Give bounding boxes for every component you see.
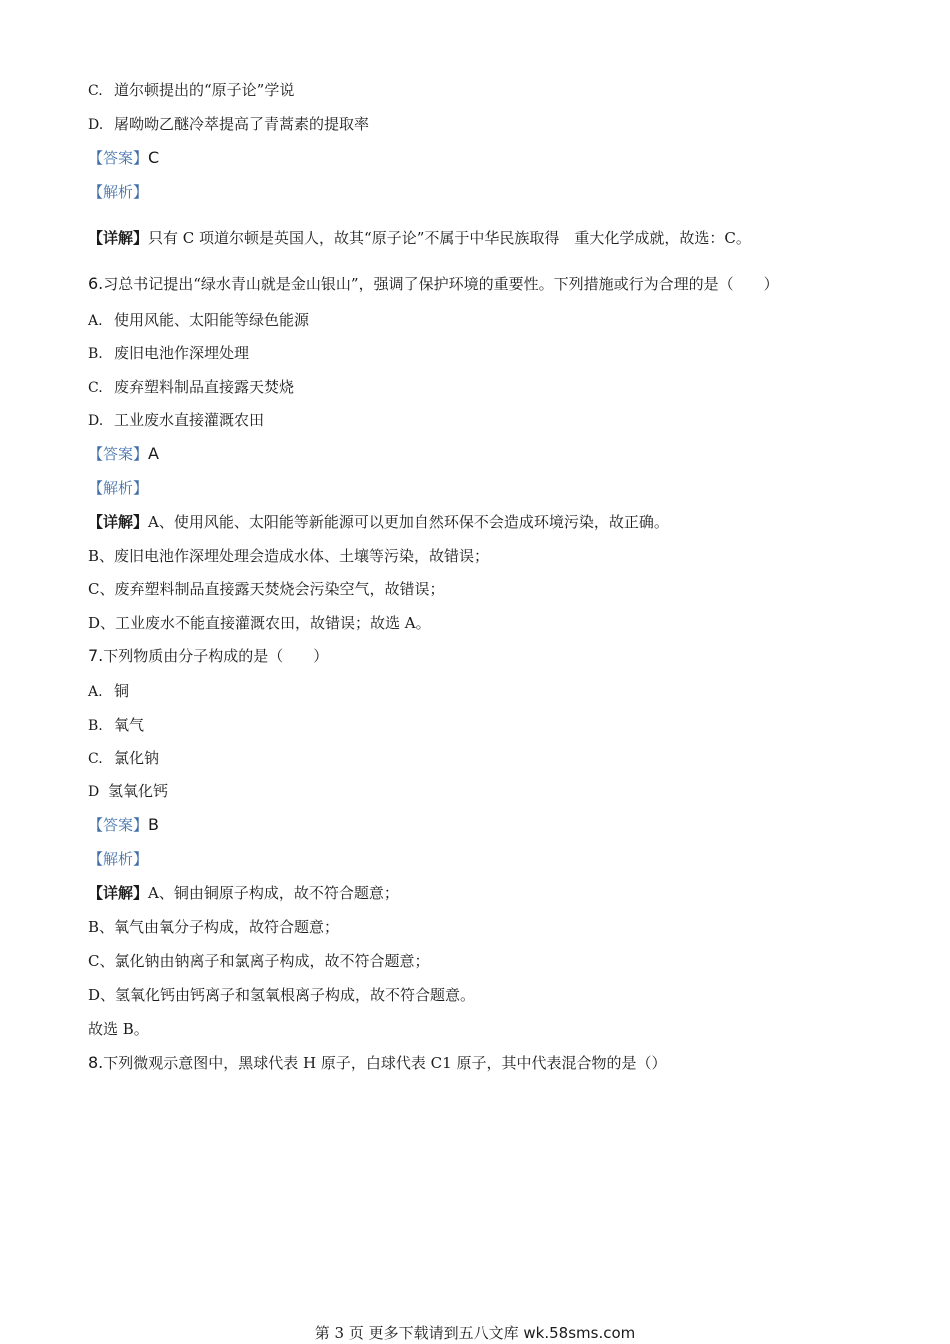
q6-answer <box>88 443 159 465</box>
question-stem: 习总书记提出“绿水青山就是金山银山”，强调了保护环境的重要性。下列措施或行为合理的是（ ） <box>103 275 779 293</box>
question-stem: 下列微观示意图中，黑球代表 H 原子，白球代表 C1 原子，其中代表混合物的是（） <box>103 1054 667 1072</box>
option-text: 氯化钠 <box>114 749 160 767</box>
analysis-tag: 【解析】 <box>88 183 149 201</box>
detail-text: A、使用风能、太阳能等新能源可以更加自然环保不会造成环境污染，故正确。 <box>148 513 669 531</box>
q7-detail-line-5 <box>88 1018 149 1040</box>
footer-site-link[interactable]: wk.58sms.com <box>523 1324 636 1342</box>
option-text: 使用风能、太阳能等绿色能源 <box>114 311 310 329</box>
answer-tag: 【答案】 <box>88 816 149 834</box>
q6-detail-line-3 <box>88 578 444 600</box>
option-text: 屠呦呦乙醚冷萃提高了青蒿素的提取率 <box>114 115 370 133</box>
q6-detail-line-4 <box>88 612 431 634</box>
q7-detail-line-3 <box>88 950 429 972</box>
answer-value: B <box>148 815 159 834</box>
option-text: 工业废水直接灌溉农田 <box>114 411 265 429</box>
answer-tag: 【答案】 <box>88 149 149 167</box>
q7-analysis-tag <box>88 848 148 870</box>
option-letter: B. <box>88 718 103 734</box>
detail-text: C、氯化钠由钠离子和氯离子构成，故不符合题意； <box>88 952 430 970</box>
q5-option-d <box>88 113 369 136</box>
q7-option-b <box>88 714 144 737</box>
answer-value: A <box>148 444 159 463</box>
detail-text: 故选 B。 <box>88 1020 149 1038</box>
detail-text: D、工业废水不能直接灌溉农田，故错误；故选 A。 <box>88 614 431 632</box>
question-number: 8. <box>88 1053 104 1072</box>
detail-text: D、氢氧化钙由钙离子和氢氧根离子构成，故不符合题意。 <box>88 986 476 1004</box>
analysis-tag: 【解析】 <box>88 479 149 497</box>
q7-detail-line-4 <box>88 984 475 1006</box>
detail-text: 只有 C 项道尔顿是英国人，故其“原子论”不属于中华民族取得 重大化学成就，故选：C。 <box>148 229 751 247</box>
detail-text: B、废旧电池作深埋处理会造成水体、土壤等污染，故错误； <box>88 547 490 565</box>
question-number: 7. <box>88 646 104 665</box>
option-text: 废弃塑料制品直接露天焚烧 <box>114 378 295 396</box>
q7-stem <box>88 645 328 667</box>
option-text: 氧气 <box>114 716 145 734</box>
q6-option-d <box>88 409 264 432</box>
option-letter: B. <box>88 346 103 362</box>
option-text: 废旧电池作深埋处理 <box>114 344 250 362</box>
footer-page-text: 第 3 页 更多下载请到五八文库 <box>314 1324 519 1342</box>
q6-option-a <box>88 309 309 332</box>
q6-detail-line-1 <box>88 511 669 533</box>
analysis-tag: 【解析】 <box>88 850 149 868</box>
detail-tag: 【详解】 <box>88 513 149 531</box>
question-number: 6. <box>88 274 104 293</box>
detail-tag: 【详解】 <box>88 884 149 902</box>
q7-option-c <box>88 747 159 770</box>
q5-answer <box>88 147 159 169</box>
q6-option-c <box>88 376 294 399</box>
q5-analysis-tag <box>88 181 148 203</box>
q7-detail-line-1 <box>88 882 399 904</box>
option-letter: D. <box>88 117 104 133</box>
detail-text: C、废弃塑料制品直接露天焚烧会污染空气，故错误； <box>88 580 445 598</box>
q7-option-a <box>88 680 129 703</box>
option-text: 铜 <box>114 682 130 700</box>
page-footer <box>0 1322 950 1344</box>
q5-detail <box>88 227 751 249</box>
answer-value: C <box>148 148 160 167</box>
option-letter: A. <box>88 684 103 700</box>
q7-option-d <box>88 780 168 803</box>
q7-detail-line-2 <box>88 916 339 938</box>
option-letter: D. <box>88 413 104 429</box>
option-letter: C. <box>88 83 103 99</box>
q7-answer <box>88 814 159 836</box>
q6-analysis-tag <box>88 477 148 499</box>
option-text: 道尔顿提出的“原子论”学说 <box>114 81 295 99</box>
q6-detail-line-2 <box>88 545 489 567</box>
q6-option-b <box>88 342 249 365</box>
option-letter: C. <box>88 380 103 396</box>
option-text: 氢氧化钙 <box>108 782 169 800</box>
q8-stem <box>88 1052 666 1074</box>
q5-option-c <box>88 79 294 102</box>
option-letter: A. <box>88 313 103 329</box>
detail-tag: 【详解】 <box>88 229 149 247</box>
detail-text: A、铜由铜原子构成，故不符合题意； <box>148 884 399 902</box>
answer-tag: 【答案】 <box>88 445 149 463</box>
option-letter: C. <box>88 751 103 767</box>
detail-text: B、氧气由氧分子构成，故符合题意； <box>88 918 340 936</box>
q6-stem <box>88 273 779 295</box>
option-letter: D <box>88 784 100 800</box>
question-stem: 下列物质由分子构成的是（ ） <box>103 647 329 665</box>
